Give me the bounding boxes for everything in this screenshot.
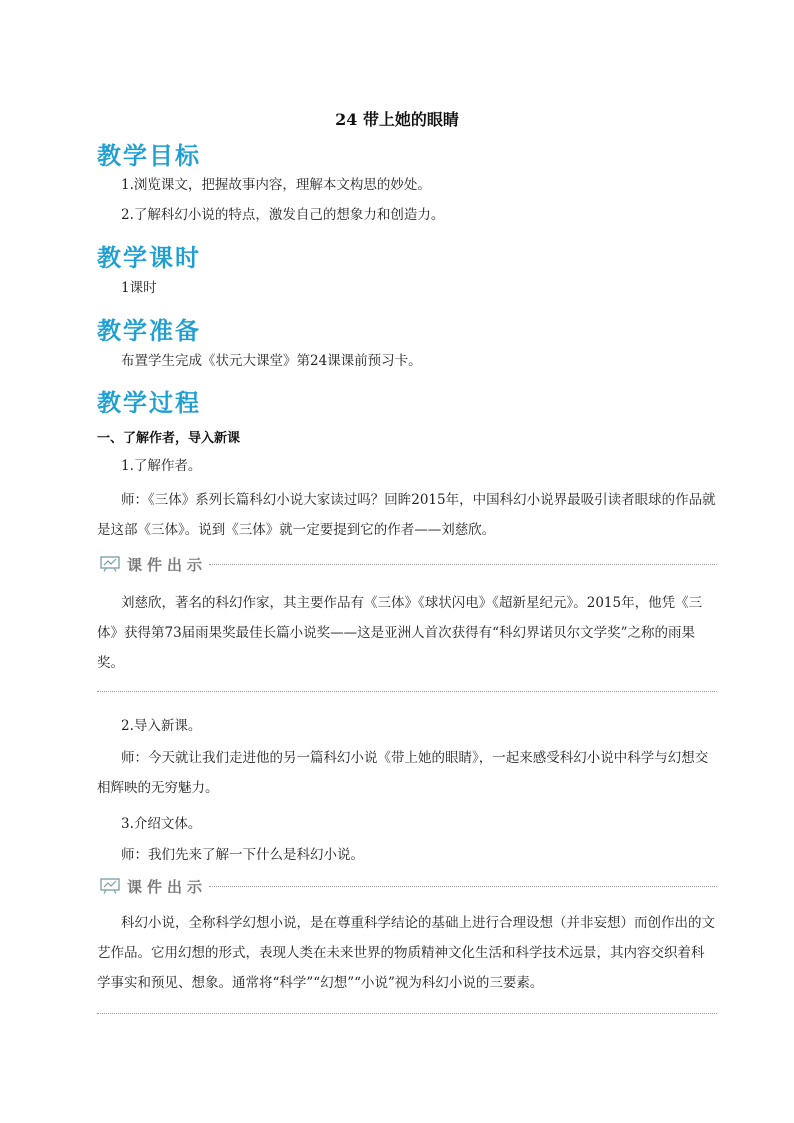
presentation-board-icon bbox=[100, 556, 120, 572]
dotted-divider bbox=[209, 564, 717, 565]
prep-text: 布置学生完成《状元大课堂》第24课课前预习卡。 bbox=[121, 353, 422, 369]
courseware-label: 课件出示 bbox=[127, 878, 208, 896]
courseware-label: 课件出示 bbox=[127, 556, 208, 574]
paragraph-teacher-genre: 师：我们先来了解一下什么是科幻小说。 bbox=[121, 847, 364, 863]
paragraph-genre: 3.介绍文体。 bbox=[121, 816, 202, 832]
section-heading-hours: 教学课时 bbox=[97, 244, 201, 272]
paragraph-introduce-lesson: 2.导入新课。 bbox=[121, 718, 202, 734]
box-bottom-rule bbox=[97, 691, 717, 692]
courseware-box-author: 刘慈欣，著名的科幻作家，其主要作品有《三体》《球状闪电》《超新星纪元》。2015年，他凭《三体》获得第73届雨果奖最佳长篇小说奖——这是亚洲人首次获得有“科幻界诺贝尔文学奖”之称的雨果奖。 bbox=[97, 595, 703, 671]
box-bottom-rule bbox=[97, 1013, 717, 1014]
paragraph-teacher-lead-in: 师：今天就让我们走进他的另一篇科幻小说《带上她的眼睛》，一起来感受科幻小说中科学与幻想交相辉映的无穷魅力。 bbox=[97, 750, 709, 796]
courseware-box-definition: 科幻小说，全称科学幻想小说，是在尊重科学结论的基础上进行合理设想（并非妄想）而创作出的文艺作品。它用幻想的形式，表现人类在未来世界的物质精神文化生活和科学技术远景，其内容交织着科学事实和预见、想象。通常将“科学”“幻想”“小说”视为科幻小说的三要素。 bbox=[97, 915, 715, 991]
courseware-display-bar-1 bbox=[97, 553, 717, 577]
hours-text: 1课时 bbox=[121, 280, 157, 296]
section-heading-goals: 教学目标 bbox=[97, 142, 201, 170]
section-heading-process: 教学过程 bbox=[97, 389, 201, 417]
courseware-display-bar-2 bbox=[97, 875, 717, 899]
paragraph-know-author: 1.了解作者。 bbox=[121, 458, 202, 474]
lesson-title: 24 带上她的眼睛 bbox=[335, 110, 459, 129]
step1-heading: 一、了解作者，导入新课 bbox=[97, 431, 241, 446]
goal-item-2: 2.了解科幻小说的特点，激发自己的想象力和创造力。 bbox=[121, 207, 445, 223]
presentation-board-icon bbox=[100, 878, 120, 894]
section-heading-prep: 教学准备 bbox=[97, 317, 201, 345]
paragraph-teacher-intro: 师：《三体》系列长篇科幻小说大家读过吗？回眸2015年，中国科幻小说界最吸引读者眼球的作品就是这部《三体》。说到《三体》就一定要提到它的作者——刘慈欣。 bbox=[97, 492, 716, 538]
dotted-divider bbox=[209, 886, 717, 887]
goal-item-1: 1.浏览课文，把握故事内容，理解本文构思的妙处。 bbox=[121, 177, 431, 193]
